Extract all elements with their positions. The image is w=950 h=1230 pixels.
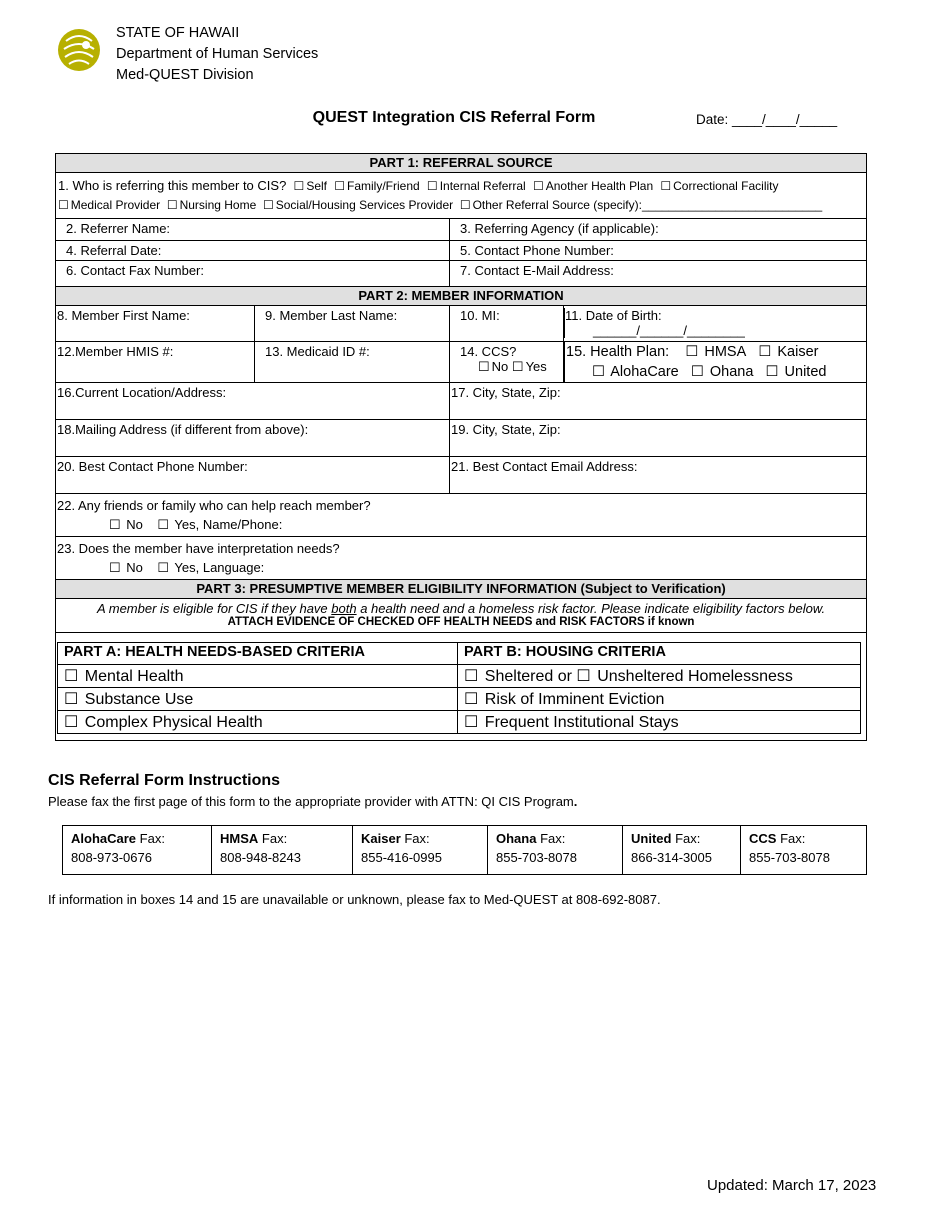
criteria-eviction[interactable]: ☐ Risk of Imminent Eviction <box>458 688 861 711</box>
q1-referral-source <box>56 173 867 219</box>
field-first-name[interactable]: 8. Member First Name: <box>56 306 255 342</box>
part-a-title: PART A: HEALTH NEEDS-BASED CRITERIA <box>58 643 458 665</box>
q1-label: 1. Who is referring this member to CIS? <box>58 178 287 193</box>
checkbox-icon[interactable]: ☐ <box>166 198 178 212</box>
fax-number: 866-314-3005 <box>631 850 712 865</box>
fax-cell-ccs: CCS Fax: 855-703-8078 <box>741 826 867 875</box>
fax-number: 855-703-8078 <box>496 850 577 865</box>
q22-no-option[interactable]: ☐ No <box>109 517 143 532</box>
checkbox-icon[interactable]: ☐ <box>58 198 69 212</box>
q1-option[interactable]: ☐ Social/Housing Services Provider <box>262 198 454 212</box>
checkbox-icon[interactable]: ☐ <box>64 668 79 685</box>
field-referring-agency[interactable]: 3. Referring Agency (if applicable): <box>450 219 867 241</box>
q22-label: 22. Any friends or family who can help reach member? <box>57 498 371 513</box>
checkbox-icon[interactable]: ☐ <box>334 179 345 193</box>
criteria-institutional-stays[interactable]: ☐ Frequent Institutional Stays <box>458 711 861 734</box>
q1-option[interactable]: ☐ Self <box>293 179 327 193</box>
checkbox-icon[interactable]: ☐ <box>109 517 121 532</box>
criteria-cell <box>56 633 867 741</box>
field-last-name[interactable]: 9. Member Last Name: <box>255 306 450 342</box>
q23-yes-option[interactable]: ☐ Yes, Language: <box>157 560 265 575</box>
checkbox-icon[interactable]: ☐ <box>511 359 524 374</box>
field-health-plan <box>564 342 867 383</box>
part3-title: PART 3: PRESUMPTIVE MEMBER ELIGIBILITY INFORMATION (Subject to Verification) <box>56 580 867 599</box>
field-mailing-address[interactable]: 18.Mailing Address (if different from above): <box>56 420 450 457</box>
org-line2: Department of Human Services <box>116 46 319 62</box>
fax-number: 808-948-8243 <box>220 850 301 865</box>
checkbox-icon[interactable]: ☐ <box>660 179 672 193</box>
criteria-substance-use[interactable]: ☐ Substance Use <box>58 688 458 711</box>
state-seal-logo <box>56 27 102 78</box>
fax-cell-ohana: Ohana Fax: 855-703-8078 <box>488 826 623 875</box>
attach-evidence-note: ATTACH EVIDENCE OF CHECKED OFF HEALTH NEEDS and RISK FACTORS if known <box>227 616 695 628</box>
checkbox-icon[interactable]: ☐ <box>293 179 305 193</box>
instructions-title: CIS Referral Form Instructions <box>48 772 281 789</box>
field-current-location[interactable]: 16.Current Location/Address: <box>56 383 450 420</box>
org-line1: STATE OF HAWAII <box>116 25 240 41</box>
part-b-title: PART B: HOUSING CRITERIA <box>458 643 861 665</box>
health-plan-row2 <box>566 362 866 382</box>
checkbox-icon[interactable]: ☐ <box>690 364 704 380</box>
q1-option[interactable]: ☐ Other Referral Source (specify):___________________________ <box>459 198 823 212</box>
referral-form-table <box>55 153 867 741</box>
checkbox-icon[interactable]: ☐ <box>592 364 605 380</box>
checkbox-icon[interactable]: ☐ <box>464 714 479 731</box>
checkbox-icon[interactable]: ☐ <box>765 364 779 380</box>
field-contact-email[interactable]: 7. Contact E-Mail Address: <box>450 261 867 287</box>
criteria-mental-health[interactable]: ☐ Mental Health <box>58 665 458 688</box>
q1-row2 <box>58 196 864 215</box>
field-hmis[interactable]: 12.Member HMIS #: <box>56 342 255 383</box>
part2-title: PART 2: MEMBER INFORMATION <box>56 287 867 306</box>
updated-date: Updated: March 17, 2023 <box>707 1177 877 1194</box>
org-line3: Med-QUEST Division <box>116 67 254 83</box>
checkbox-icon[interactable]: ☐ <box>426 179 438 193</box>
dob-cell <box>565 308 867 338</box>
fax-number: 808-973-0676 <box>71 850 152 865</box>
criteria-table <box>57 642 861 734</box>
part3-intro <box>56 599 867 633</box>
checkbox-icon[interactable]: ☐ <box>758 344 772 360</box>
dob-blank[interactable]: ______/______/________ <box>593 323 745 338</box>
checkbox-icon[interactable]: ☐ <box>478 359 490 374</box>
eligibility-intro: A member is eligible for CIS if they have both a health need and a homeless risk factor. Please indicate eligibility factors below. <box>96 601 826 616</box>
plan-option[interactable]: ☐ Kaiser <box>758 344 819 360</box>
field-contact-fax[interactable]: 6. Contact Fax Number: <box>56 261 450 287</box>
field-city-state-zip-1[interactable]: 17. City, State, Zip: <box>450 383 867 420</box>
health-plan-row1 <box>566 342 866 362</box>
field-city-state-zip-2[interactable]: 19. City, State, Zip: <box>450 420 867 457</box>
field-best-email[interactable]: 21. Best Contact Email Address: <box>450 457 867 494</box>
plan-option[interactable]: ☐ AlohaCare <box>592 364 679 380</box>
dob-inner <box>564 308 866 338</box>
q23-label: 23. Does the member have interpretation needs? <box>57 541 340 556</box>
field-ccs <box>450 342 564 383</box>
field-interpretation <box>56 537 867 580</box>
fax-numbers-table <box>62 825 867 875</box>
field-medicaid-id[interactable]: 13. Medicaid ID #: <box>255 342 450 383</box>
health-plan-label: 15. Health Plan: <box>566 344 670 360</box>
checkbox-icon[interactable]: ☐ <box>464 668 479 685</box>
q1-row1 <box>58 176 864 196</box>
field-friends-family <box>56 494 867 537</box>
field-dob[interactable] <box>564 306 867 342</box>
form-title: QUEST Integration CIS Referral Form <box>312 109 596 126</box>
q23-no-option[interactable]: ☐ No <box>109 560 143 575</box>
fax-number: 855-416-0995 <box>361 850 442 865</box>
plan-option[interactable]: ☐ Ohana <box>690 364 754 380</box>
q1-option[interactable]: ☐ Medical Provider <box>58 198 161 212</box>
q1-option[interactable]: ☐ Family/Friend <box>334 179 420 193</box>
fallback-fax-note: If information in boxes 14 and 15 are unavailable or unknown, please fax to Med-QUEST at 808-692-8087. <box>48 892 661 907</box>
plan-option[interactable]: ☐ HMSA <box>685 344 747 360</box>
q1-option[interactable]: ☐ Internal Referral <box>426 179 526 193</box>
checkbox-icon[interactable]: ☐ <box>157 517 170 532</box>
checkbox-icon[interactable]: ☐ <box>262 198 274 212</box>
q22-options <box>57 515 860 534</box>
fax-number: 855-703-8078 <box>749 850 830 865</box>
field-referrer-name[interactable]: 2. Referrer Name: <box>56 219 450 241</box>
checkbox-icon[interactable]: ☐ <box>464 691 479 708</box>
q22-yes-option[interactable]: ☐ Yes, Name/Phone: <box>157 517 283 532</box>
checkbox-icon[interactable]: ☐ <box>109 560 121 575</box>
checkbox-icon[interactable]: ☐ <box>576 668 591 685</box>
q1-option[interactable]: ☐ Nursing Home <box>166 198 257 212</box>
ccs-yes-option[interactable]: ☐ Yes <box>511 359 547 374</box>
q1-option[interactable]: ☐ Correctional Facility <box>660 179 779 193</box>
checkbox-icon[interactable]: ☐ <box>685 344 699 360</box>
ccs-label: 14. CCS? <box>460 344 517 359</box>
fax-cell-hmsa: HMSA Fax: 808-948-8243 <box>212 826 353 875</box>
checkbox-icon[interactable]: ☐ <box>532 179 544 193</box>
checkbox-icon[interactable]: ☐ <box>64 691 79 708</box>
checkbox-icon[interactable]: ☐ <box>64 714 79 731</box>
dob-label: 11. Date of Birth: <box>565 308 662 323</box>
field-referral-date[interactable]: 4. Referral Date: <box>56 241 450 261</box>
ccs-no-option[interactable]: ☐ No <box>478 359 509 374</box>
fax-cell-alohacare: AlohaCare Fax: 808-973-0676 <box>63 826 212 875</box>
criteria-physical-health[interactable]: ☐ Complex Physical Health <box>58 711 458 734</box>
health-plan-cell <box>564 342 866 382</box>
field-mi[interactable]: 10. MI: <box>450 306 564 342</box>
agency-header <box>116 23 318 86</box>
instructions-line: Please fax the first page of this form to the appropriate provider with ATTN: QI CIS Program. <box>48 794 578 809</box>
field-best-phone[interactable]: 20. Best Contact Phone Number: <box>56 457 450 494</box>
field-contact-phone[interactable]: 5. Contact Phone Number: <box>450 241 867 261</box>
part1-title: PART 1: REFERRAL SOURCE <box>56 154 867 173</box>
fax-cell-kaiser: Kaiser Fax: 855-416-0995 <box>353 826 488 875</box>
fax-cell-united: United Fax: 866-314-3005 <box>623 826 741 875</box>
criteria-homelessness[interactable]: ☐ Sheltered or ☐ Unsheltered Homelessness <box>458 665 861 688</box>
q23-options <box>57 558 860 577</box>
checkbox-icon[interactable]: ☐ <box>459 198 471 212</box>
checkbox-icon[interactable]: ☐ <box>157 560 170 575</box>
ccs-options <box>460 359 557 375</box>
plan-option[interactable]: ☐ United <box>765 364 827 380</box>
q1-option[interactable]: ☐ Another Health Plan <box>532 179 654 193</box>
date-field[interactable]: Date: ____/____/_____ <box>696 112 838 127</box>
